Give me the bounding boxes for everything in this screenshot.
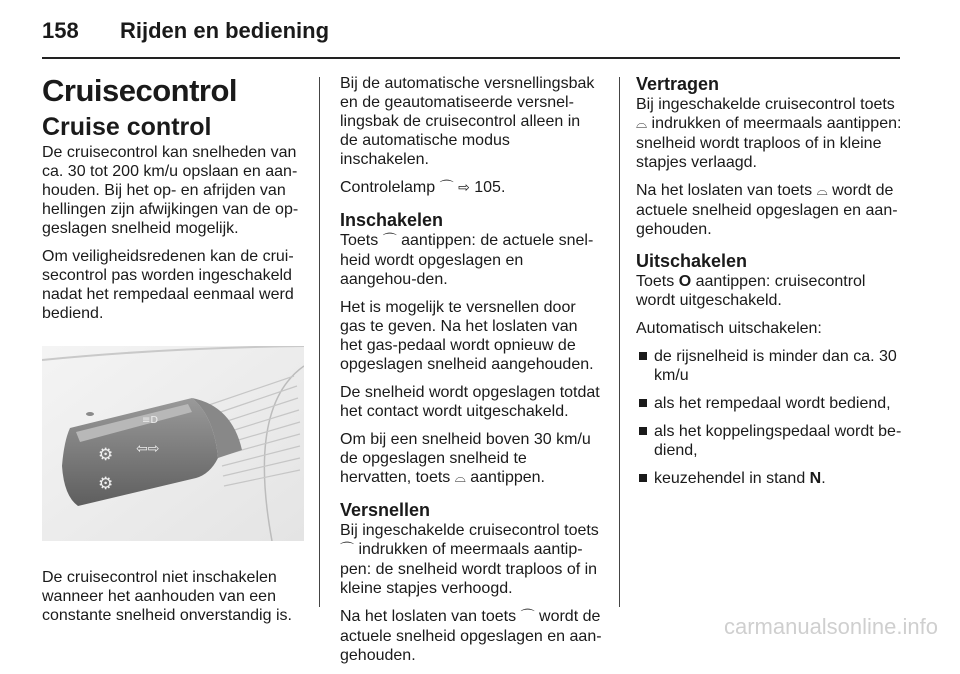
watermark: carmanualsonline.info bbox=[723, 614, 938, 639]
list-item: als het koppelingspedaal wordt be-diend, bbox=[636, 422, 902, 460]
paragraph: Bij ingeschakelde cruisecontrol toets ⌓ indrukken of meermaals aantippen: snelheid wordt traploos of in kleine stapjes verlaagd. bbox=[636, 96, 902, 171]
heading-versnellen: Versnellen bbox=[340, 500, 431, 520]
paragraph: Bij ingeschakelde cruisecontrol toets ⌒ indrukken of meermaals aantip-pen: de snelheid wordt traploos of in kleine stapjes verhoogd. bbox=[340, 522, 599, 597]
paragraph: De cruisecontrol kan snelheden van ca. 30 tot 200 km/u opslaan en aan-houden. Bij het op- en afrijden van hellingen zijn afwijkingen van de op-geslagen snelheid mogelijk. bbox=[42, 144, 299, 237]
auto-off-list bbox=[636, 347, 902, 488]
heading-vertragen: Vertragen bbox=[636, 74, 720, 94]
svg-text:⇦⇨: ⇦⇨ bbox=[136, 441, 160, 457]
paragraph: Na het loslaten van toets ⌒ wordt de actuele snelheid opgeslagen en aan-gehouden. bbox=[340, 608, 602, 664]
heading-uitschakelen: Uitschakelen bbox=[636, 251, 748, 271]
page-number: 158 bbox=[42, 18, 79, 43]
paragraph: Om bij een snelheid boven 30 km/u de opgeslagen snelheid te hervatten, toets ⌓ aantippen. bbox=[340, 431, 591, 486]
section-heading: Cruise control bbox=[42, 113, 212, 141]
set-minus-icon: ⌓ bbox=[454, 470, 466, 486]
column-right bbox=[636, 74, 902, 497]
paragraph: Toets ⌒ aantippen: de actuele snel-heid wordt opgeslagen en aangehou-den. bbox=[340, 232, 594, 288]
set-minus-icon: ⌓ bbox=[636, 116, 648, 132]
header-rule bbox=[42, 57, 900, 59]
section-title: Rijden en bediening bbox=[120, 18, 330, 43]
set-minus-icon: ⌓ bbox=[816, 183, 828, 199]
svg-text:≡D: ≡D bbox=[142, 415, 159, 426]
list-item: als het rempedaal wordt bediend, bbox=[636, 394, 902, 413]
paragraph: Automatisch uitschakelen: bbox=[636, 320, 822, 337]
paragraph: Om veiligheidsredenen kan de crui-secontrol pas worden ingeschakeld nadat het rempedaal eenmaal werd bediend. bbox=[42, 248, 294, 322]
res-plus-icon: ⌒ bbox=[340, 542, 354, 558]
list-item: de rijsnelheid is minder dan ca. 30 km/u bbox=[636, 347, 902, 385]
heading-inschakelen: Inschakelen bbox=[340, 210, 444, 230]
column-divider bbox=[319, 77, 320, 607]
res-plus-icon: ⌒ bbox=[382, 233, 397, 249]
paragraph: Toets O aantippen: cruisecontrol wordt uitgeschakeld. bbox=[636, 273, 866, 309]
paragraph: Controlelamp ⌒ ⇨ 105. bbox=[340, 179, 506, 196]
off-icon: O bbox=[678, 273, 692, 290]
column-left bbox=[42, 74, 304, 634]
list-item: keuzehendel in stand N. bbox=[636, 469, 902, 488]
reference-arrow-icon: ⇨ bbox=[458, 180, 470, 196]
column-divider bbox=[619, 77, 620, 607]
column-middle bbox=[340, 74, 602, 674]
cruise-control-lever-illustration bbox=[42, 346, 304, 541]
page-title: Cruisecontrol bbox=[42, 73, 238, 108]
paragraph: Bij de automatische versnellingsbak en de geautomatiseerde versnel-lingsbak de cruisecontrol alleen in de automatische modus inschakelen. bbox=[340, 75, 595, 168]
paragraph: De snelheid wordt opgeslagen totdat het contact wordt uitgeschakeld. bbox=[340, 384, 600, 420]
svg-text:⚙: ⚙ bbox=[98, 445, 114, 465]
res-plus-icon: ⌒ bbox=[439, 180, 454, 196]
warning-caption: De cruisecontrol niet inschakelen wanneer het aanhouden van een constante snelheid onverstandig is. bbox=[42, 569, 292, 624]
res-plus-icon: ⌒ bbox=[520, 609, 535, 625]
paragraph: Het is mogelijk te versnellen door gas te geven. Na het loslaten van het gas-pedaal wordt opnieuw de opgeslagen snelheid aangehouden. bbox=[340, 299, 594, 373]
svg-text:⚙: ⚙ bbox=[98, 474, 114, 494]
paragraph: Na het loslaten van toets ⌓ wordt de actuele snelheid opgeslagen en aan-gehouden. bbox=[636, 182, 898, 238]
